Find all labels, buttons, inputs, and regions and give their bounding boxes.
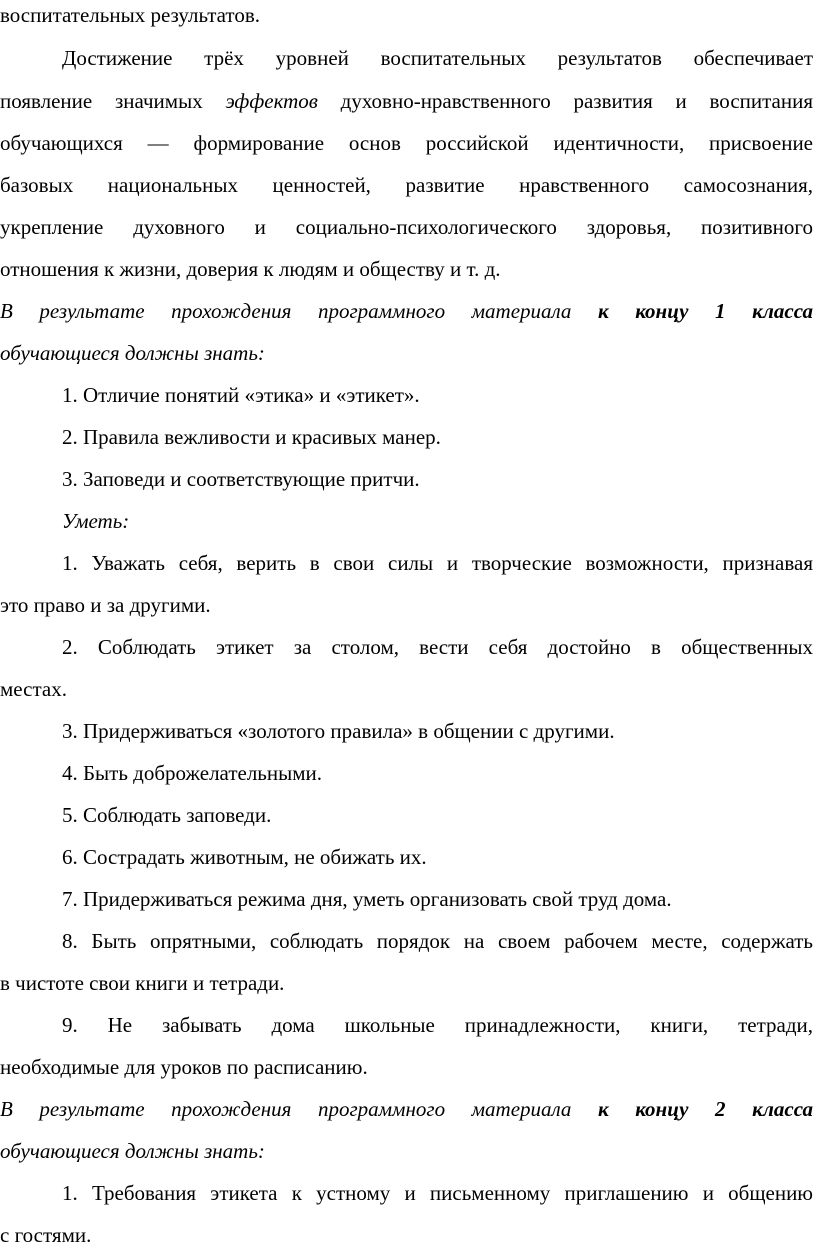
achievement-line-2-start: появление значимых <box>0 89 203 113</box>
intro-tail-line: воспитательных результатов. <box>0 3 260 27</box>
grade1-skill-2-line-2: местах. <box>0 677 67 701</box>
grade2-heading-line-2: обучающиеся должны знать: <box>0 1139 265 1163</box>
grade1-heading-class: к концу 1 класса <box>598 299 814 323</box>
grade1-know-item-3: 3. Заповеди и соответствующие притчи. <box>62 467 420 491</box>
grade1-skill-9-line-2: необходимые для уроков по расписанию. <box>0 1055 368 1079</box>
grade2-heading-class: к концу 2 класса <box>598 1097 814 1121</box>
achievement-line-2-end: духовно-нравственного развития и воспитания <box>340 89 814 113</box>
grade1-heading-line-2: обучающиеся должны знать: <box>0 341 265 365</box>
grade2-item-1-line-2: с гостями. <box>0 1223 92 1247</box>
grade1-heading-text: В результате прохождения программного материала <box>0 299 572 323</box>
grade1-skill-7: 7. Придерживаться режима дня, уметь организовать свой труд дома. <box>62 887 672 911</box>
grade1-know-item-2: 2. Правила вежливости и красивых манер. <box>62 425 441 449</box>
grade1-skill-1-line-2: это право и за другими. <box>0 593 211 617</box>
achievement-line-3: обучающихся — формирование основ российской идентичности, присвоение <box>0 131 813 155</box>
grade1-skill-8-line-2: в чистоте свои книги и тетради. <box>0 971 285 995</box>
grade1-skill-2-line-1: 2. Соблюдать этикет за столом, вести себя достойно в общественных <box>62 635 813 659</box>
grade2-heading-text: В результате прохождения программного материала <box>0 1097 572 1121</box>
achievement-line-6: отношения к жизни, доверия к людям и обществу и т. д. <box>0 257 501 281</box>
grade1-skills-heading: Уметь: <box>62 509 130 533</box>
achievement-emphasis: эффектов <box>225 89 318 113</box>
achievement-line-2 <box>0 80 813 122</box>
grade2-heading-line-1 <box>0 1088 813 1130</box>
grade1-skill-4: 4. Быть доброжелательными. <box>62 761 323 785</box>
grade1-skill-5: 5. Соблюдать заповеди. <box>62 803 272 827</box>
achievement-line-1: Достижение трёх уровней воспитательных результатов обеспечивает <box>62 46 813 70</box>
grade1-know-item-1: 1. Отличие понятий «этика» и «этикет». <box>62 383 420 407</box>
achievement-line-4: базовых национальных ценностей, развитие нравственного самосознания, <box>0 173 813 197</box>
achievement-line-5: укрепление духовного и социально-психологического здоровья, позитивного <box>0 215 813 239</box>
grade1-skill-3: 3. Придерживаться «золотого правила» в общении с другими. <box>62 719 615 743</box>
grade1-skill-6: 6. Сострадать животным, не обижать их. <box>62 845 427 869</box>
grade2-item-1-line-1: 1. Требования этикета к устному и письменному приглашению и общению <box>62 1181 813 1205</box>
grade1-skill-9-line-1: 9. Не забывать дома школьные принадлежности, книги, тетради, <box>62 1013 813 1037</box>
grade1-heading-line-1 <box>0 290 813 332</box>
grade1-skill-8-line-1: 8. Быть опрятными, соблюдать порядок на своем рабочем месте, содержать <box>62 929 813 953</box>
grade1-skill-1-line-1: 1. Уважать себя, верить в свои силы и творческие возможности, признавая <box>62 551 813 575</box>
